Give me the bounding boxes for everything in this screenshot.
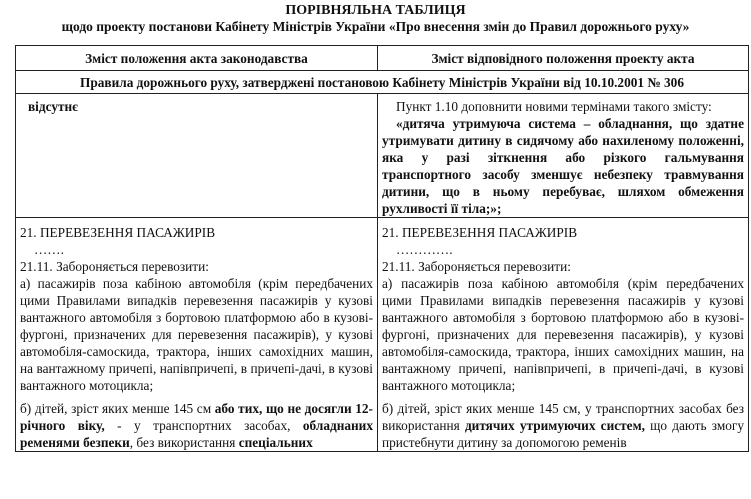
left-dots: …….	[34, 242, 64, 257]
right-subclause: 21.11. Забороняється перевозити:	[382, 259, 571, 274]
right-heading: 21. ПЕРЕВЕЗЕННЯ ПАСАЖИРІВ	[382, 225, 578, 240]
document-title: ПОРІВНЯЛЬНА ТАБЛИЦЯ	[285, 3, 466, 18]
left-item-b-part4: обладнаних ременями безпеки	[20, 418, 373, 450]
right-item-b-part1: б) дітей, зріст яких менше 145 см, у транспортних засобах без використання	[382, 401, 744, 433]
column-header-draft: Зміст відповідного положення проекту акта	[378, 46, 749, 71]
row1-left-cell	[16, 94, 378, 218]
section-row	[16, 71, 749, 94]
left-item-b-part1: б) дітей, зріст яких менше 145 см	[20, 401, 215, 416]
right-item-a: а) пасажирів поза кабіною автомобіля (крім передбачених цими Правилами випадків перевезення пасажирів у кузові вантажного автомобіля з бортовою платформою або в кузові-фургоні, призначених для перевезення пасажирів), у кузові автомобіля-самоскида, трактора, інших самохідних машин, на вантажному причепі, напівпричепі, в причепі-дачі, в кузові вантажного мотоцикла;	[382, 276, 744, 393]
left-item-b-part2: або тих, що не досягли 12-річного віку,	[20, 401, 373, 433]
column-header-current: Зміст положення акта законодавства	[16, 46, 378, 71]
table-row	[16, 218, 749, 452]
table-header-row	[16, 46, 749, 71]
left-item-b	[20, 400, 373, 451]
row2-left-cell	[16, 218, 378, 452]
right-item-b-part3: що дають змогу пристебнути дитину за допомогою ременів	[382, 418, 744, 450]
row2-right-cell	[378, 218, 749, 452]
comparison-table	[15, 45, 749, 452]
section-title: Правила дорожнього руху, затверджені постановою Кабінету Міністрів України від 10.10.2001 № 306	[16, 71, 749, 94]
right-item-b-part2: дитячих утримуючих систем,	[464, 418, 645, 433]
absent-text: відсутнє	[28, 99, 78, 114]
document-subtitle: щодо проекту постанови Кабінету Міністрів України «Про внесення змін до Правил дорожнього руху»	[61, 19, 690, 34]
left-item-b-part5: , без використання	[129, 435, 239, 450]
right-dots: ………….	[396, 242, 453, 257]
row1-definition: «дитяча утримуюча система – обладнання, що здатне утримувати дитину в сидячому або нахиленому положенні, яка у разі зіткнення або різкого гальмування транспортного засобу зменшує небезпеку травмування дитини, що в ньому перебуває, шляхом обмеження рухливості її тіла;»;	[382, 116, 744, 216]
row1-intro: Пункт 1.10 доповнити новими термінами такого змісту:	[396, 99, 712, 114]
left-heading: 21. ПЕРЕВЕЗЕННЯ ПАСАЖИРІВ	[20, 225, 216, 240]
left-item-b-part3: - у транспортних засобах,	[104, 418, 303, 433]
right-item-b	[382, 400, 744, 451]
left-item-a: а) пасажирів поза кабіною автомобіля (крім передбачених цими Правилами випадків перевезення пасажирів у кузові вантажного автомобіля з бортовою платформою або в кузові-фургоні, призначених для перевезення пасажирів), у кузові автомобіля-самоскида, трактора, інших самохідних машин, на вантажному причепі, напівпричепі, в причепі-дачі, в кузові вантажного мотоцикла;	[20, 276, 373, 393]
row1-right-cell	[378, 94, 749, 218]
table-row	[16, 94, 749, 218]
left-subclause: 21.11. Забороняється перевозити:	[20, 259, 209, 274]
left-item-b-part6: спеціальних	[238, 435, 313, 450]
